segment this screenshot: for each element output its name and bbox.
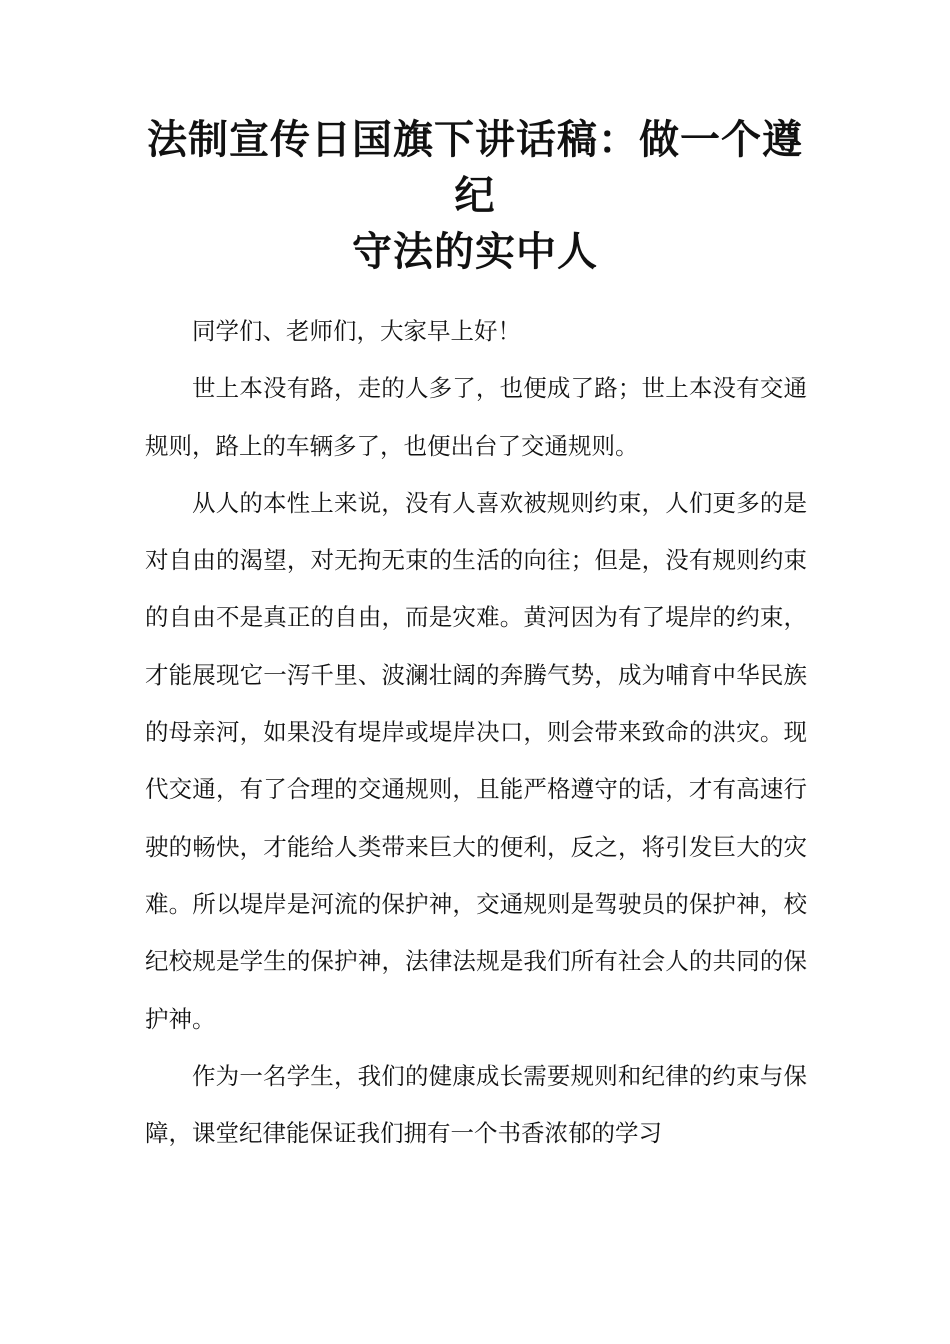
title-line-1: 法制宣传日国旗下讲话稿：做一个遵纪 — [147, 117, 803, 219]
document-title — [140, 112, 810, 280]
paragraph-student: 作为一名学生，我们的健康成长需要规则和纪律的约束与保障，课堂纪律能保证我们拥有一个书香浓郁的学习 — [145, 1061, 807, 1148]
paragraph-roads: 世上本没有路，走的人多了，也便成了路；世上本没有交通规则，路上的车辆多了，也便出台了交通规则。 — [145, 374, 807, 460]
paragraph-greeting: 同学们、老师们，大家早上好！ — [192, 317, 521, 345]
paragraph-rules: 从人的本性上来说，没有人喜欢被规则约束，人们更多的是对自由的渴望，对无拘无束的生活的向往；但是，没有规则约束的自由不是真正的自由，而是灾难。黄河因为有了堤岸的约束，才能展现它一泻千里、波澜壮阔的奔腾气势，成为哺育中华民族的母亲河，如果没有堤岸或堤岸决口，则会带来致命的洪灾。现代交通，有了合理的交通规则，且能严格遵守的话，才有高速行驶的畅快，才能给人类带来巨大的便利，反之，将引发巨大的灾难。所以堤岸是河流的保护神，交通规则是驾驶员的保护神，校纪校规是学生的保护神，法律法规是我们所有社会人的共同的保护神。 — [145, 488, 807, 1033]
document-body — [145, 303, 807, 1162]
title-line-2: 守法的实中人 — [352, 229, 598, 275]
